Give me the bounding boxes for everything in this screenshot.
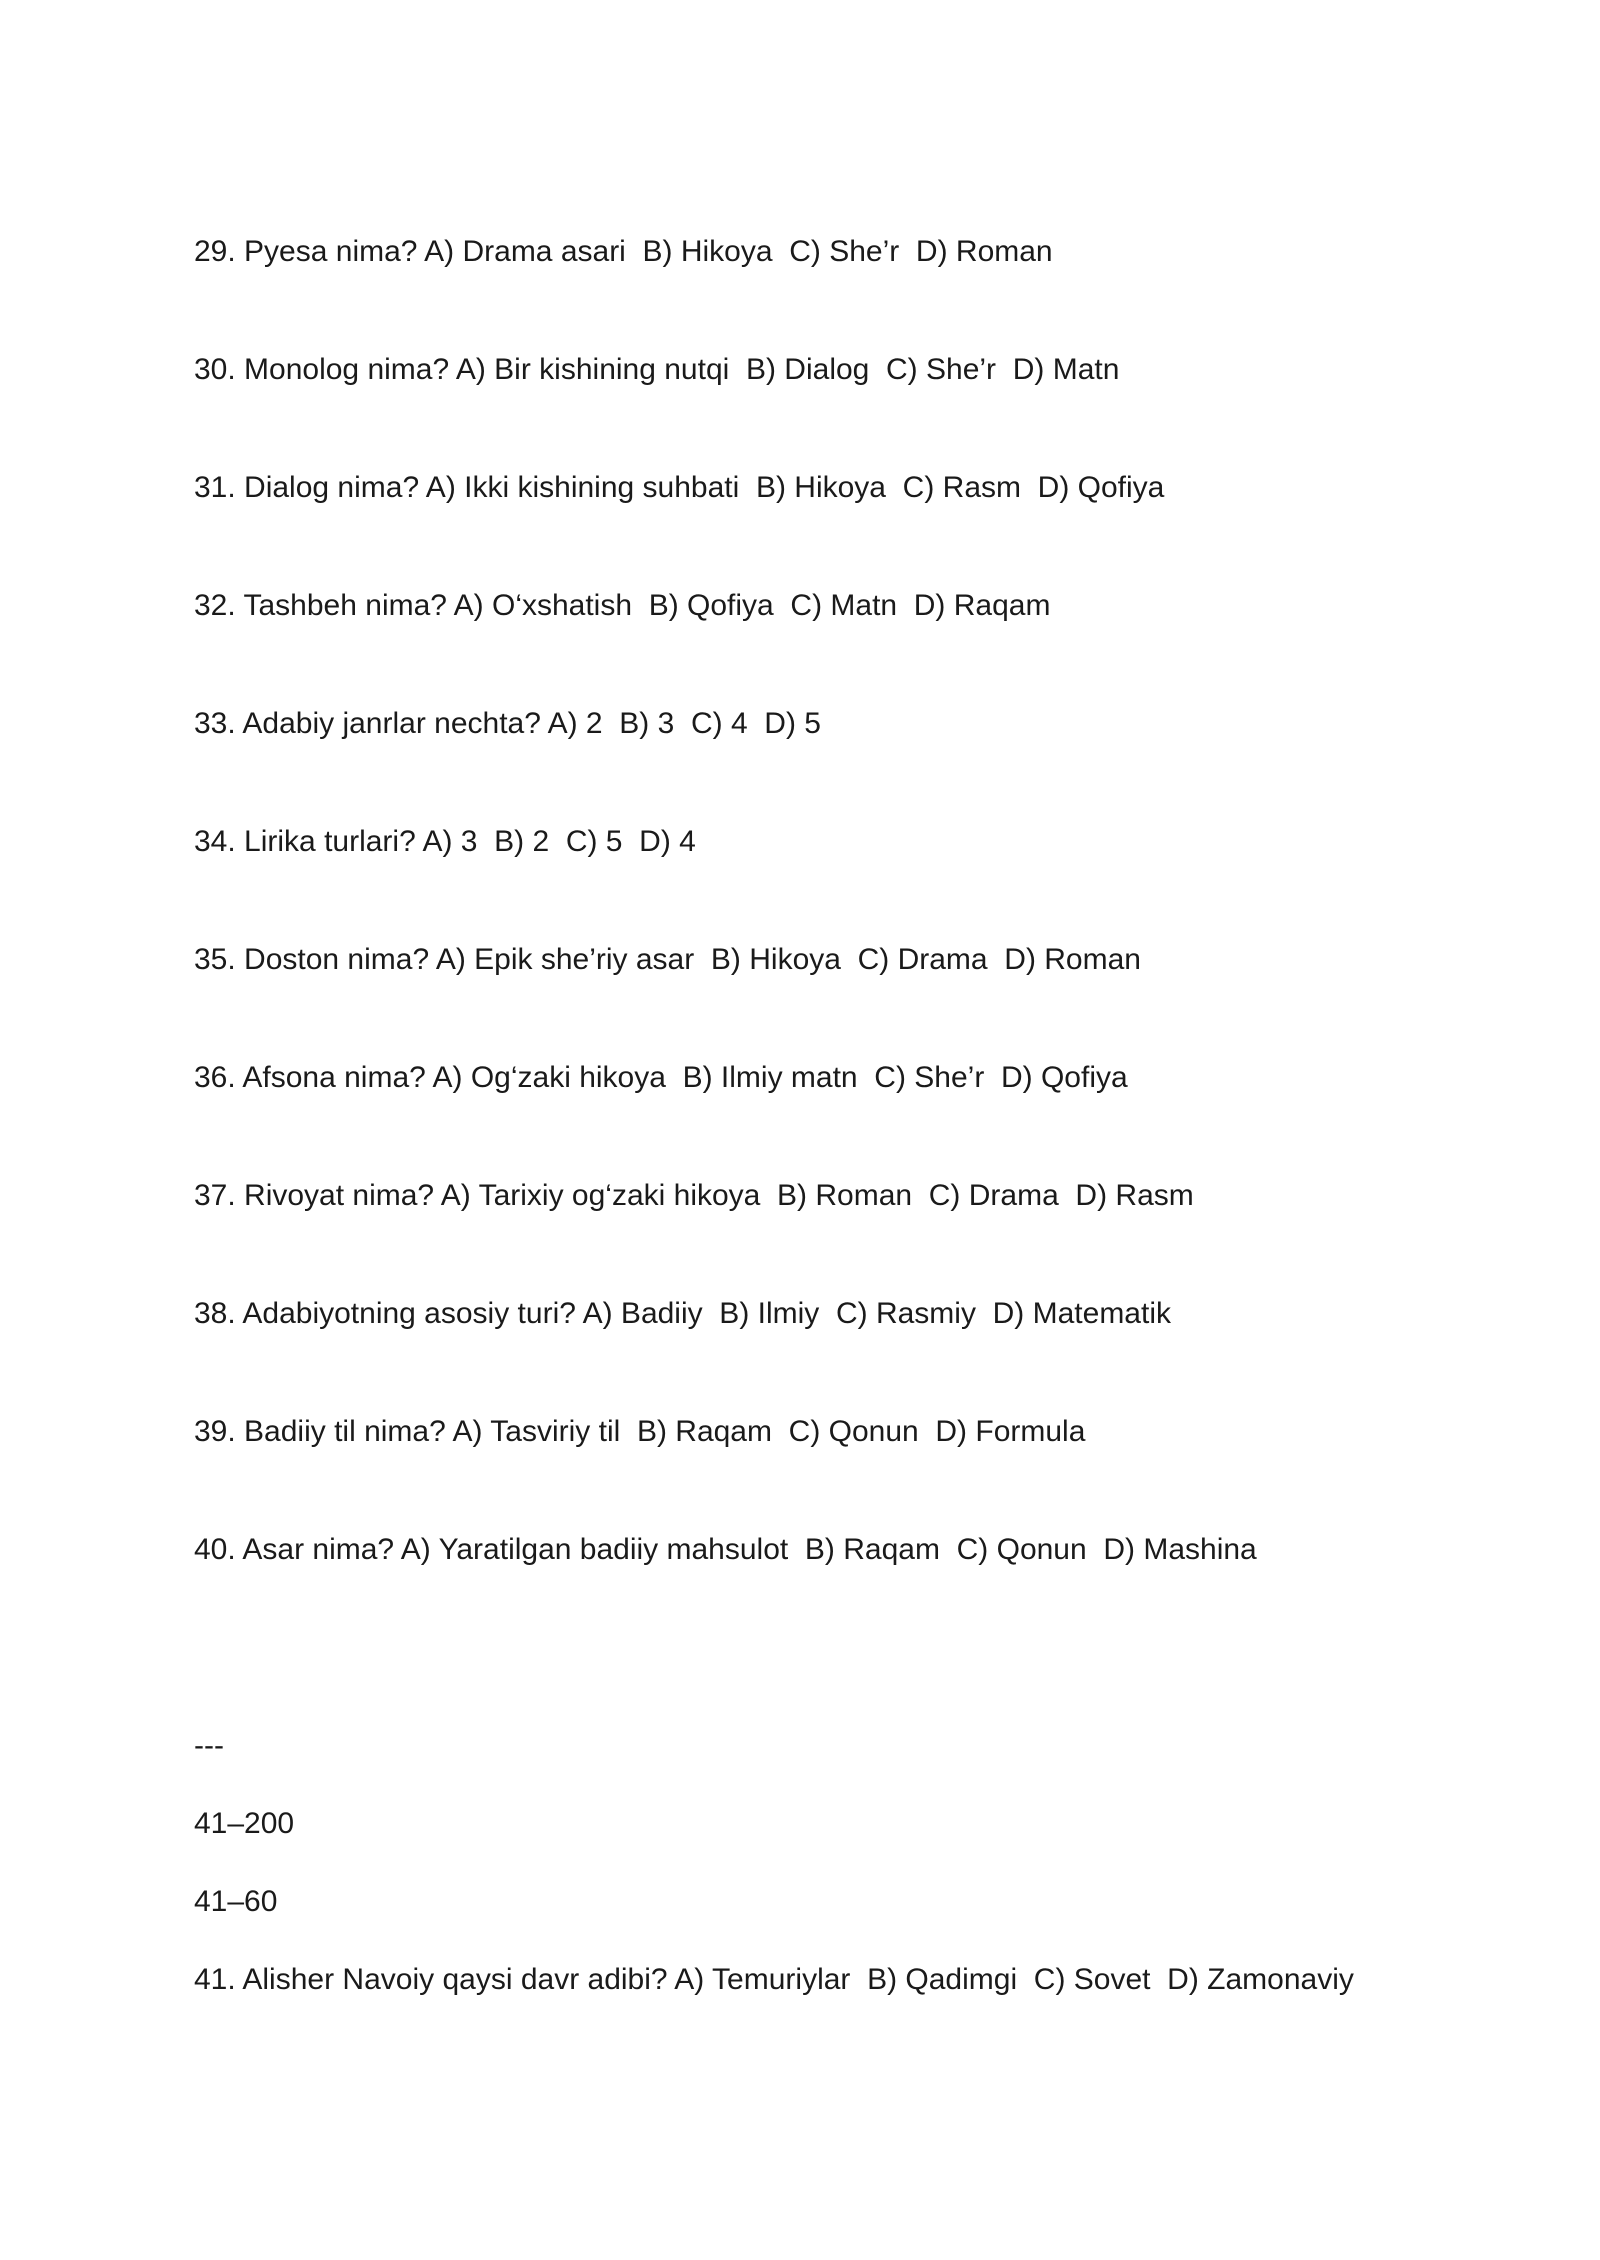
question-35: 35. Doston nima? A) Epik she’riy asar B) Hikoya C) Drama D) Roman <box>194 943 1141 976</box>
question-31: 31. Dialog nima? A) Ikki kishining suhbati B) Hikoya C) Rasm D) Qofiya <box>194 471 1165 504</box>
range-heading-section: 41–60 <box>194 1885 278 1918</box>
question-36: 36. Afsona nima? A) Og‘zaki hikoya B) Ilmiy matn C) She’r D) Qofiya <box>194 1061 1128 1094</box>
question-38: 38. Adabiyotning asosiy turi? A) Badiiy B) Ilmiy C) Rasmiy D) Matematik <box>194 1297 1171 1330</box>
question-33: 33. Adabiy janrlar nechta? A) 2 B) 3 C) 4 D) 5 <box>194 707 821 740</box>
question-41: 41. Alisher Navoiy qaysi davr adibi? A) Temuriylar B) Qadimgi C) Sovet D) Zamonaviy <box>194 1963 1354 1996</box>
range-heading-all: 41–200 <box>194 1807 295 1840</box>
question-29: 29. Pyesa nima? A) Drama asari B) Hikoya C) She’r D) Roman <box>194 235 1053 268</box>
question-32: 32. Tashbeh nima? A) O‘xshatish B) Qofiya C) Matn D) Raqam <box>194 589 1051 622</box>
question-37: 37. Rivoyat nima? A) Tarixiy og‘zaki hikoya B) Roman C) Drama D) Rasm <box>194 1179 1194 1212</box>
separator: --- <box>194 1729 224 1762</box>
question-40: 40. Asar nima? A) Yaratilgan badiiy mahsulot B) Raqam C) Qonun D) Mashina <box>194 1533 1257 1566</box>
question-39: 39. Badiiy til nima? A) Tasviriy til B) Raqam C) Qonun D) Formula <box>194 1415 1086 1448</box>
question-34: 34. Lirika turlari? A) 3 B) 2 C) 5 D) 4 <box>194 825 696 858</box>
question-30: 30. Monolog nima? A) Bir kishining nutqi B) Dialog C) She’r D) Matn <box>194 353 1120 386</box>
